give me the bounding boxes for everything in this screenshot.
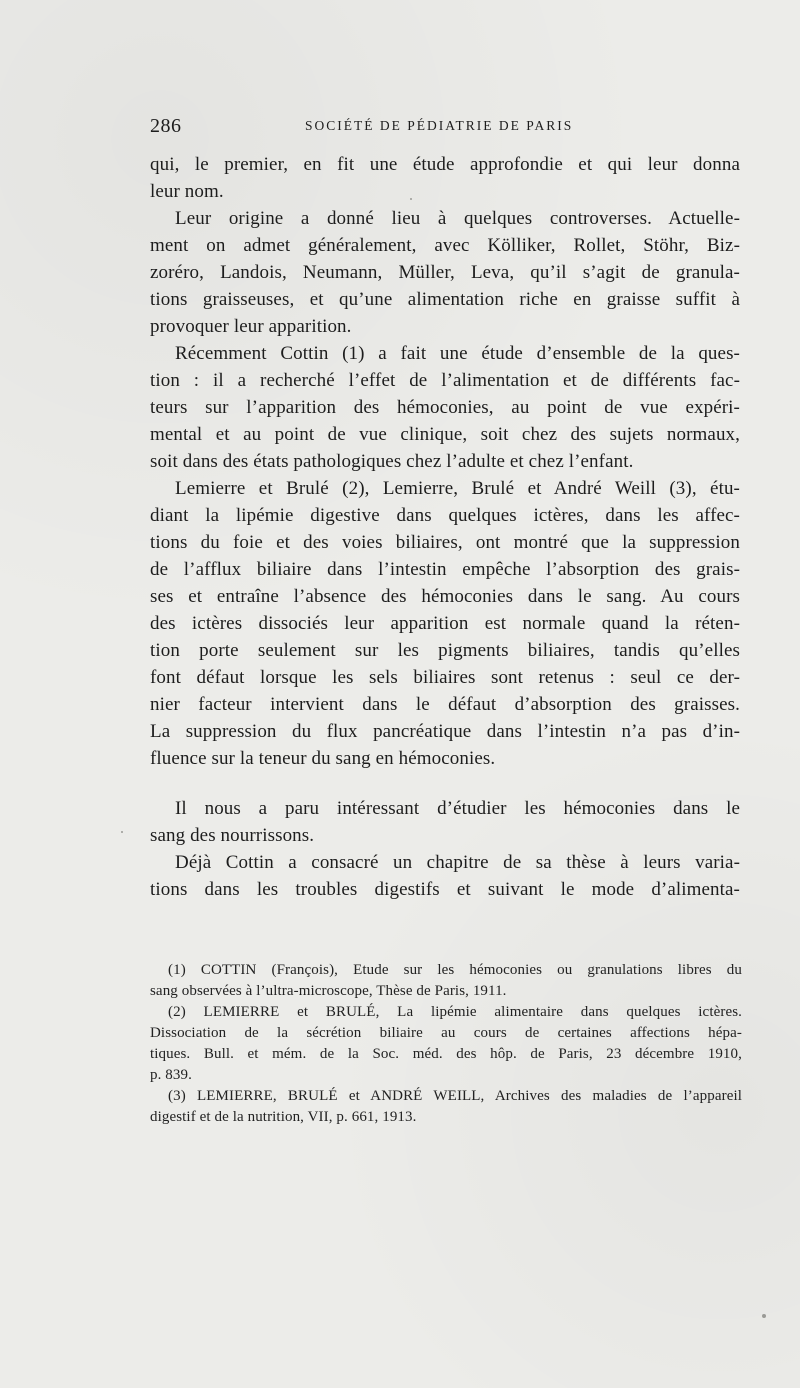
body-line: fluence sur la teneur du sang en hémoconies. (150, 748, 496, 769)
paper-speck (762, 1314, 766, 1318)
body-line: mental et au point de vue clinique, soit chez des sujets normaux, (150, 424, 740, 445)
footnote-line: (2) LEMIERRE et BRULÉ, La lipémie alimentaire dans quelques ictères. (168, 1004, 742, 1020)
page-header (150, 115, 710, 142)
body-line: sang des nourrissons. (150, 825, 315, 846)
footnote-2 (150, 1002, 742, 1086)
body-line: tions graisseuses, et qu’une alimentation riche en graisse suffit à (150, 289, 740, 310)
body-line: tion porte seulement sur les pigments biliaires, tandis qu’elles (150, 640, 740, 661)
paper-speck (410, 198, 412, 200)
footnote-line: Dissociation de la sécrétion biliaire au cours de certaines affections hépa- (150, 1025, 742, 1041)
running-head-title: SOCIÉTÉ DE PÉDIATRIE DE PARIS (305, 118, 574, 133)
body-line: zoréro, Landois, Neumann, Müller, Leva, qu’il s’agit de granula- (150, 262, 740, 283)
footnote-3 (150, 1086, 742, 1128)
body-line: diant la lipémie digestive dans quelques ictères, dans les affec- (150, 505, 740, 526)
body-line: des ictères dissociés leur apparition est normale quand la réten- (150, 613, 740, 634)
paragraph-start-line: Lemierre et Brulé (2), Lemierre, Brulé et André Weill (3), étu- (175, 478, 740, 499)
paragraph-start-line: Déjà Cottin a consacré un chapitre de sa thèse à leurs varia- (175, 852, 740, 873)
body-line: La suppression du flux pancréatique dans l’intestin n’a pas d’in- (150, 721, 740, 742)
paragraph-start-line: Il nous a paru intéressant d’étudier les hémoconies dans le (175, 798, 740, 819)
body-line: tions du foie et des voies biliaires, ont montré que la suppression (150, 532, 740, 553)
paragraph-gap (150, 772, 740, 795)
paper-speck (121, 831, 123, 833)
body-line: provoquer leur apparition. (150, 316, 352, 337)
body-line: soit dans des états pathologiques chez l’adulte et chez l’enfant. (150, 451, 634, 472)
body-line: ment on admet généralement, avec Kölliker, Rollet, Stöhr, Biz- (150, 235, 740, 256)
body-line: leur nom. (150, 181, 224, 202)
footnote-line: (3) LEMIERRE, BRULÉ et ANDRÉ WEILL, Archives des maladies de l’appareil (168, 1088, 742, 1104)
body-line: ses et entraîne l’absence des hémoconies dans le sang. Au cours (150, 586, 740, 607)
main-body-text (150, 151, 740, 903)
paragraph-start-line: Leur origine a donné lieu à quelques controverses. Actuelle- (175, 208, 740, 229)
body-line: tions dans les troubles digestifs et suivant le mode d’alimenta- (150, 879, 740, 900)
body-line: tion : il a recherché l’effet de l’alimentation et de différents fac- (150, 370, 740, 391)
body-line: teurs sur l’apparition des hémoconies, au point de vue expéri- (150, 397, 740, 418)
body-line: font défaut lorsque les sels biliaires sont retenus : seul ce der- (150, 667, 740, 688)
paragraph-start-line: Récemment Cottin (1) a fait une étude d’ensemble de la ques- (175, 343, 740, 364)
footnote-line: (1) COTTIN (François), Etude sur les hémoconies ou granulations libres du (168, 962, 742, 978)
body-line: nier facteur intervient dans le défaut d’absorption des graisses. (150, 694, 740, 715)
footnote-1 (150, 960, 742, 1002)
footnote-line: digestif et de la nutrition, VII, p. 661, 1913. (150, 1109, 417, 1125)
footnote-line: sang observées à l’ultra-microscope, Thèse de Paris, 1911. (150, 983, 507, 999)
body-line: de l’afflux biliaire dans l’intestin empêche l’absorption des grais- (150, 559, 740, 580)
footnotes-section (150, 960, 742, 1128)
page-number: 286 (150, 115, 182, 137)
footnote-line: p. 839. (150, 1067, 192, 1083)
body-line: qui, le premier, en fit une étude approfondie et qui leur donna (150, 154, 740, 175)
footnote-line: tiques. Bull. et mém. de la Soc. méd. des hôp. de Paris, 23 décembre 1910, (150, 1046, 742, 1062)
